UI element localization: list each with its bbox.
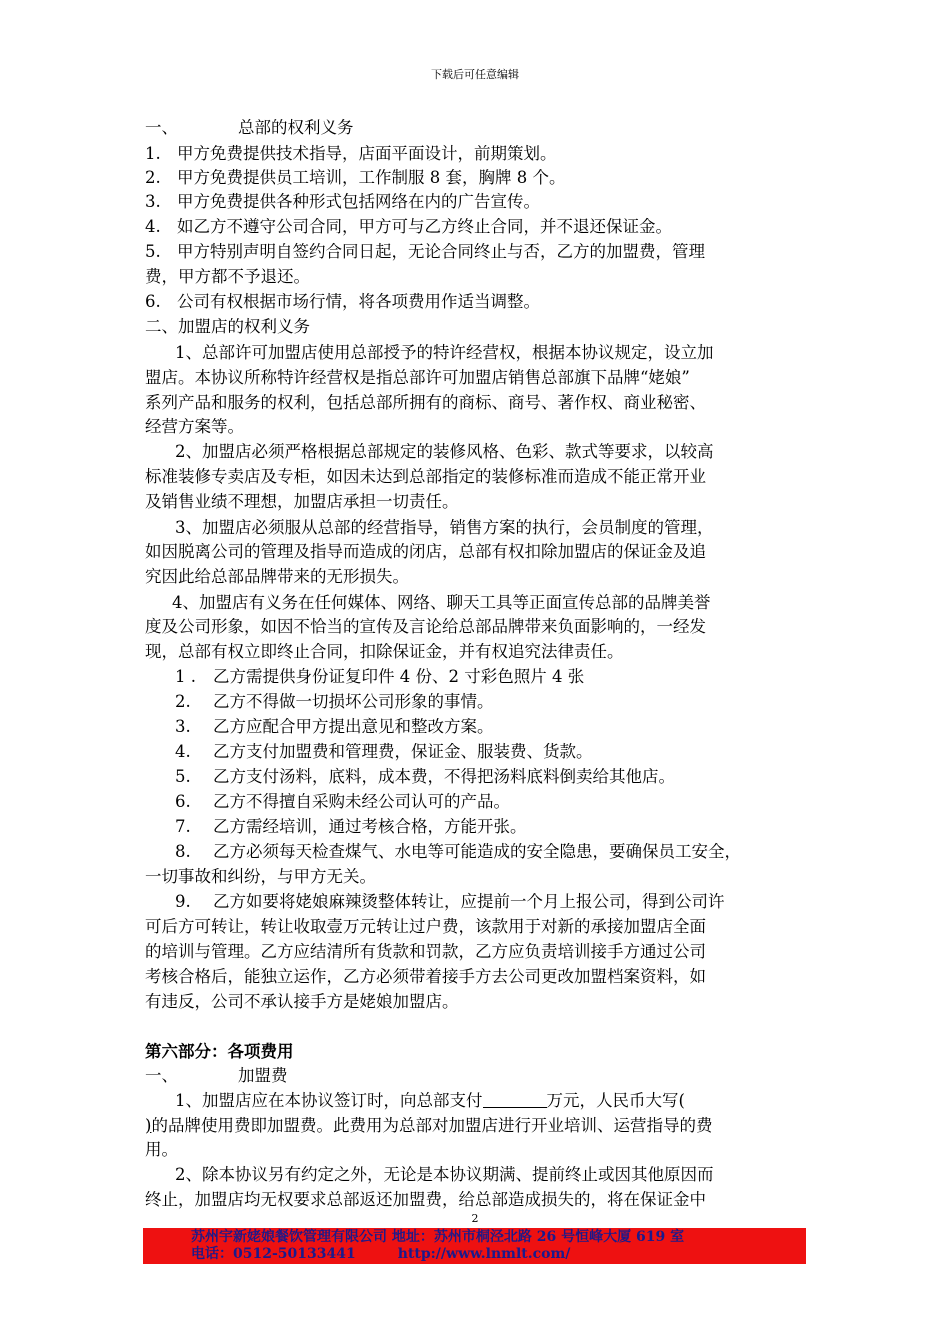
footer-phone: 电话：0512-50133441 bbox=[191, 1246, 356, 1262]
paragraph-line: 盟店。本协议所称特许经营权是指总部许可加盟店销售总部旗下品牌“姥娘” bbox=[145, 368, 690, 387]
list-item: 6. 公司有权根据市场行情，将各项费用作适当调整。 bbox=[145, 292, 540, 311]
paragraph-line: 现，总部有权立即终止合同，扣除保证金，并有权追究法律责任。 bbox=[145, 642, 624, 661]
footer-company-address: 苏州宇新姥娘餐饮管理有限公司 地址：苏州市桐泾北路 26 号恒峰大厦 619 室 bbox=[191, 1229, 685, 1245]
paragraph-line: 1、加盟店应在本协议签订时，向总部支付 万元，人民币大写( bbox=[175, 1091, 685, 1110]
section-number: 一、 bbox=[145, 118, 178, 137]
section-heading bbox=[145, 116, 354, 140]
list-item: 8. 乙方必须每天检查煤气、水电等可能造成的安全隐患，要确保员工安全， bbox=[175, 842, 741, 861]
list-item-continuation: 考核合格后，能独立运作，乙方必须带着接手方去公司更改加盟档案资料，如 bbox=[145, 967, 706, 986]
list-item: 3. 甲方免费提供各种形式包括网络在内的广告宣传。 bbox=[145, 192, 540, 211]
footer-contact bbox=[191, 1246, 570, 1263]
list-item-continuation: 有违反，公司不承认接手方是姥娘加盟店。 bbox=[145, 992, 459, 1011]
section-title: 总部的权利义务 bbox=[238, 118, 354, 137]
page-header: 下载后可任意编辑 bbox=[431, 68, 519, 81]
paragraph-line: 如因脱离公司的管理及指导而造成的闭店，总部有权扣除加盟店的保证金及追 bbox=[145, 542, 706, 561]
list-item: 1. 甲方免费提供技术指导，店面平面设计，前期策划。 bbox=[145, 144, 557, 163]
paragraph-line: 标准装修专卖店及专柜，如因未达到总部指定的装修标准而造成不能正常开业 bbox=[145, 467, 706, 486]
footer-url[interactable]: http://www.lnmlt.com/ bbox=[397, 1246, 571, 1262]
paragraph-line: 究因此给总部品牌带来的无形损失。 bbox=[145, 567, 409, 586]
paragraph-line: 2、除本协议另有约定之外，无论是本协议期满、提前终止或因其他原因而 bbox=[175, 1165, 714, 1184]
page-number: 2 bbox=[471, 1212, 479, 1225]
section-heading: 一、 加盟费 bbox=[145, 1066, 288, 1085]
list-item: 1 . 乙方需提供身份证复印件 4 份、2 寸彩色照片 4 张 bbox=[175, 667, 585, 686]
list-item: 4. 如乙方不遵守公司合同，甲方可与乙方终止合同，并不退还保证金。 bbox=[145, 217, 672, 236]
amount-blank bbox=[483, 1089, 547, 1108]
list-item-continuation: 的培训与管理。乙方应结清所有货款和罚款，乙方应负责培训接手方通过公司 bbox=[145, 942, 706, 961]
paragraph-line: 及销售业绩不理想，加盟店承担一切责任。 bbox=[145, 492, 459, 511]
paragraph-line: 经营方案等。 bbox=[145, 417, 244, 436]
list-item-continuation: 费，甲方都不予退还。 bbox=[145, 267, 310, 286]
paragraph-line: 用。 bbox=[145, 1140, 178, 1159]
paragraph-line: 3、加盟店必须服从总部的经营指导，销售方案的执行，会员制度的管理， bbox=[175, 518, 714, 537]
paragraph-line: 度及公司形象，如因不恰当的宣传及言论给总部品牌带来负面影响的，一经发 bbox=[145, 617, 706, 636]
list-item: 5. 乙方支付汤料，底料，成本费，不得把汤料底料倒卖给其他店。 bbox=[175, 767, 675, 786]
paragraph-line: 2、加盟店必须严格根据总部规定的装修风格、色彩、款式等要求，以较高 bbox=[175, 442, 714, 461]
paragraph-line: )的品牌使用费即加盟费。此费用为总部对加盟店进行开业培训、运营指导的费 bbox=[145, 1116, 713, 1135]
footer-banner bbox=[143, 1228, 806, 1264]
paragraph-line: 4、加盟店有义务在任何媒体、网络、聊天工具等正面宣传总部的品牌美誉 bbox=[172, 593, 711, 612]
paragraph-line: 终止，加盟店均无权要求总部返还加盟费，给总部造成损失的，将在保证金中 bbox=[145, 1190, 706, 1209]
list-item: 9. 乙方如要将姥娘麻辣烫整体转让，应提前一个月上报公司，得到公司许 bbox=[175, 892, 725, 911]
list-item: 2. 乙方不得做一切损坏公司形象的事情。 bbox=[175, 692, 494, 711]
part-title: 第六部分：各项费用 bbox=[145, 1042, 294, 1061]
list-item: 3. 乙方应配合甲方提出意见和整改方案。 bbox=[175, 717, 494, 736]
list-item-continuation: 可后方可转让，转让收取壹万元转让过户费，该款用于对新的承接加盟店全面 bbox=[145, 917, 706, 936]
paragraph-line: 系列产品和服务的权利，包括总部所拥有的商标、商号、著作权、商业秘密、 bbox=[145, 393, 706, 412]
section-title: 二、加盟店的权利义务 bbox=[145, 317, 310, 336]
list-item: 2. 甲方免费提供员工培训，工作制服 8 套，胸牌 8 个。 bbox=[145, 168, 566, 187]
list-item: 4. 乙方支付加盟费和管理费，保证金、服装费、货款。 bbox=[175, 742, 593, 761]
list-item: 5. 甲方特别声明自签约合同日起，无论合同终止与否，乙方的加盟费，管理 bbox=[145, 242, 705, 261]
paragraph-line: 1、总部许可加盟店使用总部授予的特许经营权，根据本协议规定，设立加 bbox=[175, 343, 714, 362]
list-item: 7. 乙方需经培训，通过考核合格，方能开张。 bbox=[175, 817, 527, 836]
list-item-continuation: 一切事故和纠纷，与甲方无关。 bbox=[145, 867, 376, 886]
list-item: 6. 乙方不得擅自采购未经公司认可的产品。 bbox=[175, 792, 510, 811]
